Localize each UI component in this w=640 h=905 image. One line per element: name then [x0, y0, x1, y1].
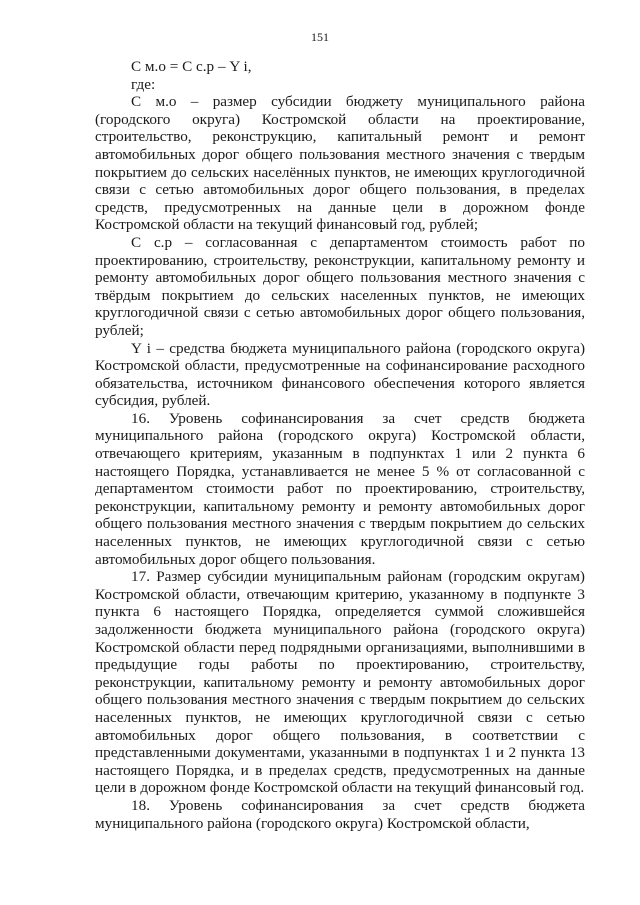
clause-18: 18. Уровень софинансирования за счет средств бюджета муниципального района (городского округа) Костромской области,: [95, 796, 585, 832]
where-label: где:: [131, 75, 156, 93]
clause-17: 17. Размер субсидии муниципальным районам (городским округам) Костромской области, отвечающим критерию, указанному в подпункте 3 пункта 6 настоящего Порядка, определяется суммой сложившейся задолженности бюджета муниципального района (городского округа) Костромской области перед подрядными организациями, выполнившими в предыдущие годы работы по проектированию, строительству, реконструкции, капитальному ремонту и ремонту автомобильных дорог общего пользования местного значения с твердым покрытием до сельских населенных пунктов, не имеющих круглогодичной связи с сетью автомобильных дорог общего пользования, в соответствии с представленными документами, указанными в подпунктах 1 и 2 пункта 13 настоящего Порядка, и в пределах средств, предусмотренных на данные цели в дорожном фонде Костромской области на текущий финансовый год.: [95, 568, 585, 797]
page-number: 151: [311, 30, 329, 44]
formula-line: С м.о = С с.р – Y i,: [131, 58, 252, 75]
clause-16: 16. Уровень софинансирования за счет средств бюджета муниципального района (городского округа) Костромской области, отвечающего критериям, указанным в подпунктах 1 или 2 пункта 6 настоящего Порядка, устанавливается не менее 5 % от согласованной с департаментом стоимости работ по проектированию, строительству, реконструкции, капитальному ремонту и ремонту автомобильных дорог общего пользования местного значения с твердым покрытием до сельских населенных пунктов, не имеющих круглогодичной связи с сетью автомобильных дорог общего пользования.: [95, 409, 585, 568]
document-body: [95, 58, 585, 832]
definition-agreed-cost: С с.р – согласованная с департаментом стоимость работ по проектированию, строительству, реконструкции, капитальному ремонту и ремонту автомобильных дорог общего пользования местного значения с твёрдым покрытием до сельских населенных пунктов, не имеющих круглогодичной связи с сетью автомобильных дорог общего пользования, рублей;: [95, 233, 585, 339]
definition-municipal-funds: Y i – средства бюджета муниципального района (городского округа) Костромской области, предусмотренные на софинансирование расходного обязательства, источником финансового обеспечения которого является субсидия, рублей.: [95, 339, 585, 410]
definition-subsidy-size: С м.о – размер субсидии бюджету муниципального района (городского округа) Костромской области на проектирование, строительство, реконструкцию, капитальный ремонт и ремонт автомобильных дорог общего пользования местного значения с твердым покрытием до сельских населённых пунктов, не имеющих круглогодичной связи с сетью автомобильных дорог общего пользования, в пределах средств, предусмотренных на данные цели в дорожном фонде Костромской области на текущий финансовый год, рублей;: [95, 93, 585, 234]
